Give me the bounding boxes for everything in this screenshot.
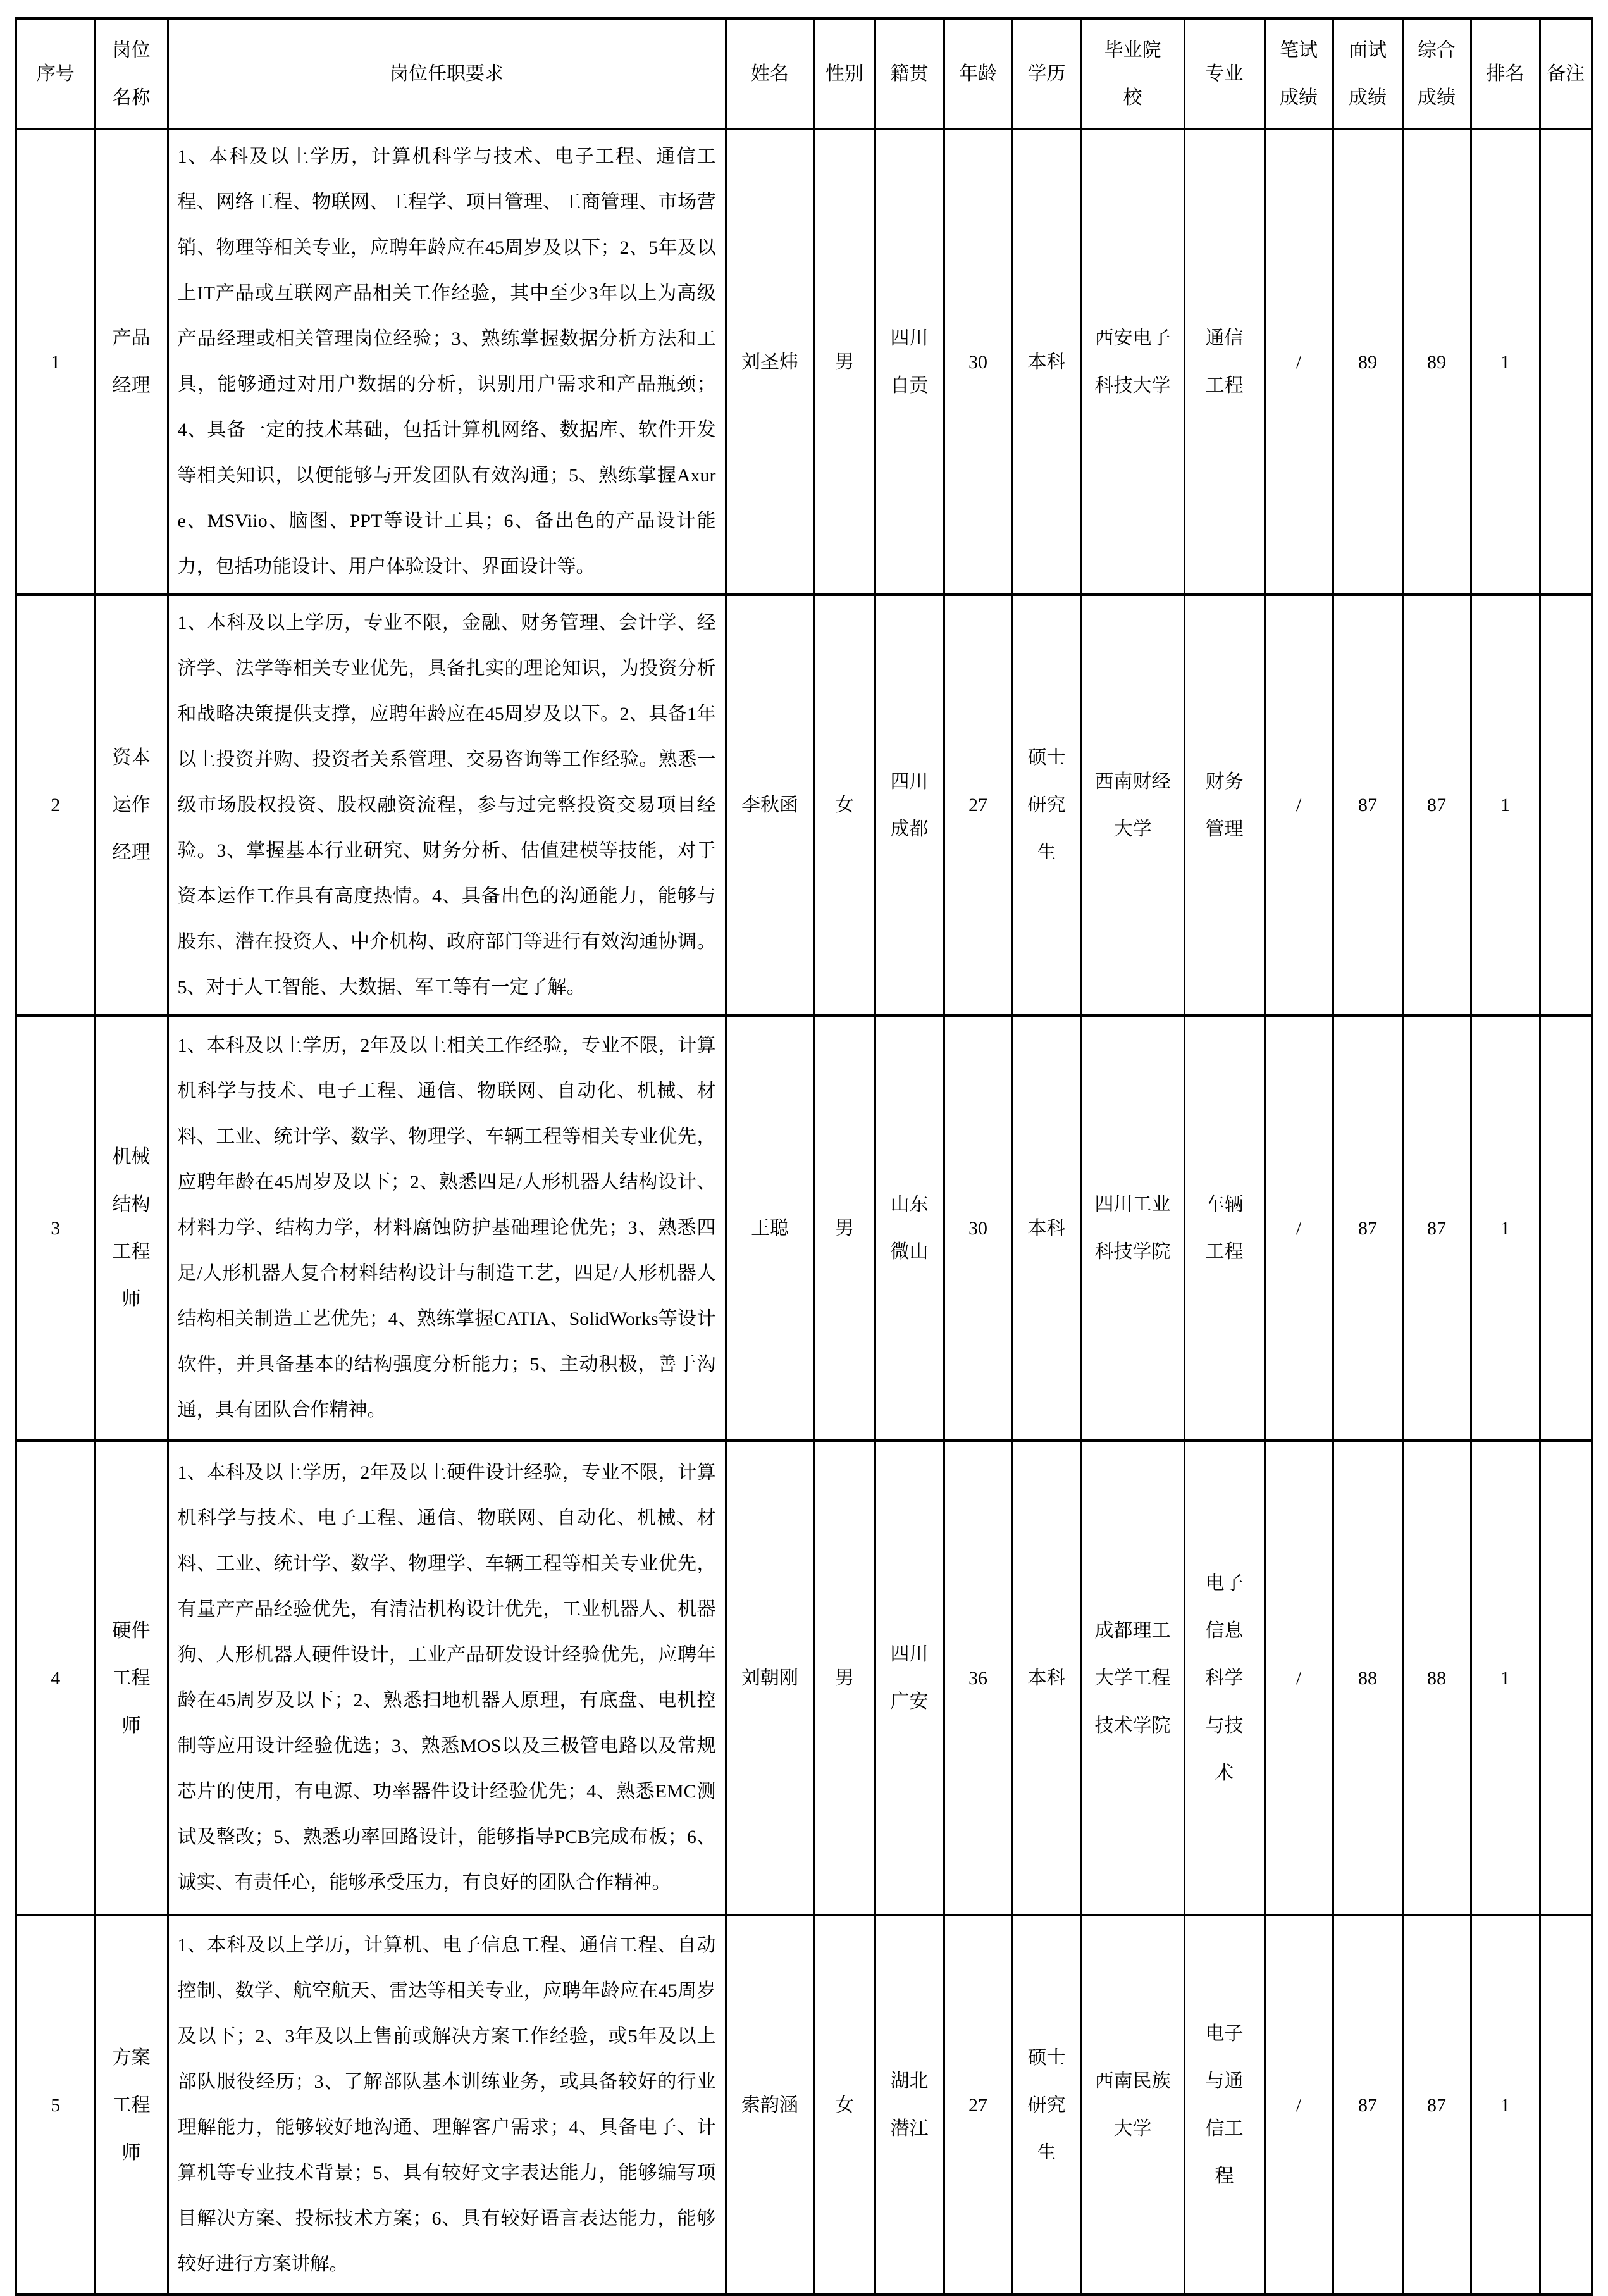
cell-requirements: 1、本科及以上学历，计算机科学与技术、电子工程、通信工程、网络工程、物联网、工程学、项目管理、工商管理、市场营销、物理等相关专业，应聘年龄应在45周岁及以下；2、5年及以上IT产品或互联网产品相关工作经验，其中至少3年以上为高级产品经理或相关管理岗位经验；3、熟练掌握数据分析方法和工具，能够通过对用户数据的分析，识别用户需求和产品瓶颈；4、具备一定的技术基础，包括计算机网络、数据库、软件开发等相关知识，以便能够与开发团队有效沟通；5、熟练掌握Axure、MSViio、脑图、PPT等设计工具；6、备出色的产品设计能力，包括功能设计、用户体验设计、界面设计等。: [168, 129, 726, 595]
header-age: 年龄: [944, 18, 1012, 129]
cell-remark: [1540, 1915, 1592, 2295]
header-gender: 性别: [814, 18, 875, 129]
header-school: 毕业院校: [1081, 18, 1184, 129]
cell-requirements: 1、本科及以上学历，2年及以上相关工作经验，专业不限，计算机科学与技术、电子工程、通信、物联网、自动化、机械、材料、工业、统计学、数学、物理学、车辆工程等相关专业优先，应聘年龄在45周岁及以下；2、熟悉四足/人形机器人结构设计、材料力学、结构力学，材料腐蚀防护基础理论优先；3、熟悉四足/人形机器人复合材料结构设计与制造工艺，四足/人形机器人结构相关制造工艺优先；4、熟练掌握CATIA、SolidWorks等设计软件，并具备基本的结构强度分析能力；5、主动积极，善于沟通，具有团队合作精神。: [168, 1015, 726, 1441]
cell-age: 36: [944, 1441, 1012, 1915]
header-rank: 排名: [1471, 18, 1540, 129]
cell-hometown: 四川成都: [875, 595, 944, 1015]
cell-written-score: /: [1265, 129, 1333, 595]
cell-gender: 男: [814, 1015, 875, 1441]
cell-gender: 女: [814, 1915, 875, 2295]
cell-overall-score: 87: [1402, 1915, 1471, 2295]
cell-school: 西南财经大学: [1081, 595, 1184, 1015]
cell-hometown: 湖北潜江: [875, 1915, 944, 2295]
cell-name: 李秋函: [726, 595, 814, 1015]
cell-no: 5: [16, 1915, 95, 2295]
cell-no: 3: [16, 1015, 95, 1441]
cell-hometown: 山东微山: [875, 1015, 944, 1441]
cell-interview-score: 88: [1333, 1441, 1402, 1915]
cell-position: 方案工程师: [95, 1915, 168, 2295]
cell-rank: 1: [1471, 1441, 1540, 1915]
cell-position: 产品经理: [95, 129, 168, 595]
cell-rank: 1: [1471, 129, 1540, 595]
header-no: 序号: [16, 18, 95, 129]
cell-rank: 1: [1471, 1015, 1540, 1441]
cell-name: 刘圣炜: [726, 129, 814, 595]
cell-overall-score: 89: [1402, 129, 1471, 595]
cell-major: 电子与通信工程: [1184, 1915, 1265, 2295]
cell-overall-score: 87: [1402, 595, 1471, 1015]
header-remark: 备注: [1540, 18, 1592, 129]
cell-written-score: /: [1265, 1015, 1333, 1441]
cell-position: 资本运作经理: [95, 595, 168, 1015]
cell-gender: 男: [814, 129, 875, 595]
header-overall-score: 综合成绩: [1402, 18, 1471, 129]
cell-rank: 1: [1471, 1915, 1540, 2295]
cell-school: 西南民族大学: [1081, 1915, 1184, 2295]
header-written-score: 笔试成绩: [1265, 18, 1333, 129]
cell-major: 财务管理: [1184, 595, 1265, 1015]
cell-name: 刘朝刚: [726, 1441, 814, 1915]
cell-hometown: 四川自贡: [875, 129, 944, 595]
table-row: [16, 129, 1592, 595]
cell-interview-score: 87: [1333, 1915, 1402, 2295]
cell-name: 索韵涵: [726, 1915, 814, 2295]
cell-interview-score: 89: [1333, 129, 1402, 595]
cell-no: 4: [16, 1441, 95, 1915]
cell-gender: 男: [814, 1441, 875, 1915]
cell-rank: 1: [1471, 595, 1540, 1015]
cell-no: 1: [16, 129, 95, 595]
cell-remark: [1540, 129, 1592, 595]
cell-age: 30: [944, 1015, 1012, 1441]
header-major: 专业: [1184, 18, 1265, 129]
cell-remark: [1540, 595, 1592, 1015]
header-education: 学历: [1012, 18, 1081, 129]
cell-hometown: 四川广安: [875, 1441, 944, 1915]
cell-education: 硕士研究生: [1012, 1915, 1081, 2295]
cell-overall-score: 87: [1402, 1015, 1471, 1441]
cell-education: 硕士研究生: [1012, 595, 1081, 1015]
cell-education: 本科: [1012, 1441, 1081, 1915]
cell-age: 30: [944, 129, 1012, 595]
cell-school: 成都理工大学工程技术学院: [1081, 1441, 1184, 1915]
table-row: [16, 1915, 1592, 2295]
header-name: 姓名: [726, 18, 814, 129]
cell-age: 27: [944, 595, 1012, 1015]
cell-school: 西安电子科技大学: [1081, 129, 1184, 595]
cell-school: 四川工业科技学院: [1081, 1015, 1184, 1441]
header-hometown: 籍贯: [875, 18, 944, 129]
table-row: [16, 1441, 1592, 1915]
header-interview-score: 面试成绩: [1333, 18, 1402, 129]
cell-written-score: /: [1265, 595, 1333, 1015]
cell-interview-score: 87: [1333, 1015, 1402, 1441]
cell-name: 王聪: [726, 1015, 814, 1441]
cell-major: 电子信息科学与技术: [1184, 1441, 1265, 1915]
cell-no: 2: [16, 595, 95, 1015]
table-row: [16, 1015, 1592, 1441]
cell-education: 本科: [1012, 1015, 1081, 1441]
cell-requirements: 1、本科及以上学历，专业不限，金融、财务管理、会计学、经济学、法学等相关专业优先，具备扎实的理论知识，为投资分析和战略决策提供支撑，应聘年龄应在45周岁及以下。2、具备1年以上投资并购、投资者关系管理、交易咨询等工作经验。熟悉一级市场股权投资、股权融资流程，参与过完整投资交易项目经验。3、掌握基本行业研究、财务分析、估值建模等技能，对于资本运作工作具有高度热情。4、具备出色的沟通能力，能够与股东、潜在投资人、中介机构、政府部门等进行有效沟通协调。5、对于人工智能、大数据、军工等有一定了解。: [168, 595, 726, 1015]
cell-major: 车辆工程: [1184, 1015, 1265, 1441]
cell-overall-score: 88: [1402, 1441, 1471, 1915]
cell-gender: 女: [814, 595, 875, 1015]
cell-position: 机械结构工程师: [95, 1015, 168, 1441]
header-requirements: 岗位任职要求: [168, 18, 726, 129]
header-row: [16, 18, 1592, 129]
cell-requirements: 1、本科及以上学历，2年及以上硬件设计经验，专业不限，计算机科学与技术、电子工程、通信、物联网、自动化、机械、材料、工业、统计学、数学、物理学、车辆工程等相关专业优先，有量产产品经验优先，有清洁机构设计优先，工业机器人、机器狗、人形机器人硬件设计，工业产品研发设计经验优先，应聘年龄在45周岁及以下；2、熟悉扫地机器人原理，有底盘、电机控制等应用设计经验优选；3、熟悉MOS以及三极管电路以及常规芯片的使用，有电源、功率器件设计经验优先；4、熟悉EMC测试及整改；5、熟悉功率回路设计，能够指导PCB完成布板；6、诚实、有责任心，能够承受压力，有良好的团队合作精神。: [168, 1441, 726, 1915]
cell-remark: [1540, 1015, 1592, 1441]
header-position: 岗位名称: [95, 18, 168, 129]
cell-written-score: /: [1265, 1915, 1333, 2295]
cell-position: 硬件工程师: [95, 1441, 168, 1915]
cell-requirements: 1、本科及以上学历，计算机、电子信息工程、通信工程、自动控制、数学、航空航天、雷达等相关专业，应聘年龄应在45周岁及以下；2、3年及以上售前或解决方案工作经验，或5年及以上部队服役经历；3、了解部队基本训练业务，或具备较好的行业理解能力，能够较好地沟通、理解客户需求；4、具备电子、计算机等专业技术背景；5、具有较好文字表达能力，能够编写项目解决方案、投标技术方案；6、具有较好语言表达能力，能够较好进行方案讲解。: [168, 1915, 726, 2295]
cell-education: 本科: [1012, 129, 1081, 595]
table-row: [16, 595, 1592, 1015]
cell-major: 通信工程: [1184, 129, 1265, 595]
cell-interview-score: 87: [1333, 595, 1402, 1015]
recruitment-results-table: [15, 17, 1593, 2296]
cell-age: 27: [944, 1915, 1012, 2295]
cell-written-score: /: [1265, 1441, 1333, 1915]
cell-remark: [1540, 1441, 1592, 1915]
